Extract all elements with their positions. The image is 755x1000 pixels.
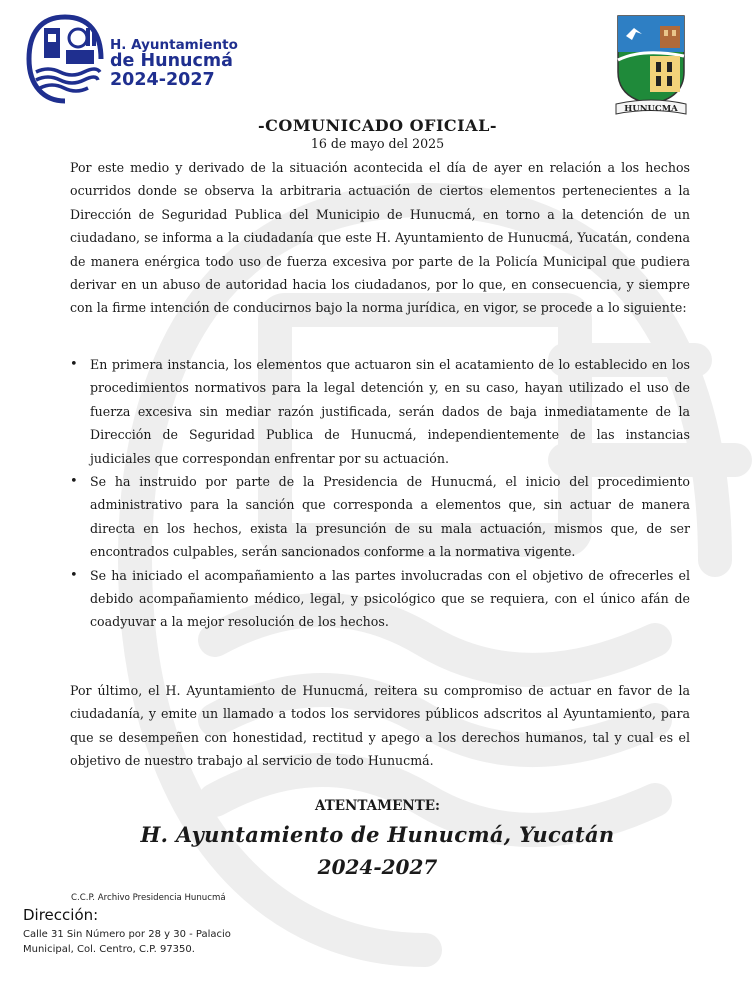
crest-label: HUNUCMA (624, 104, 678, 114)
list-item (70, 470, 690, 564)
list-item-text: Se ha instruido por parte de la Presidencia de Hunucmá, el inicio del procedimiento administrativo para la sanción que corresponda a elementos que, sin actuar de manera directa en los hechos, exista la presunción de su mala actuación, mismos que, de ser encontrados culpables, serán sancionados conforme a la normativa vigente. (90, 474, 690, 560)
list-item (70, 353, 690, 470)
address-heading: Dirección: (23, 906, 99, 924)
logo-line-1: H. Ayuntamiento (110, 37, 238, 53)
bullet-icon: • (70, 567, 78, 583)
ayuntamiento-logo-text (110, 38, 238, 89)
list-item (70, 564, 690, 634)
signature-line-2: 2024-2027 (317, 855, 438, 879)
document-title: -COMUNICADO OFICIAL- (258, 116, 497, 135)
bullet-icon: • (70, 474, 78, 490)
sign-off: ATENTAMENTE: (314, 798, 441, 814)
hunucma-crest (612, 12, 690, 116)
address (23, 927, 231, 957)
ccp-note: C.C.P. Archivo Presidencia Hunucmá (71, 893, 226, 903)
list-item-text: Se ha iniciado el acompañamiento a las partes involucradas con el objetivo de ofrecerles el debido acompañamiento médico, legal, y psicológico que se requiera, con el único afán de coadyuvar a la mejor resolución de los hechos. (90, 567, 690, 630)
measures-list (70, 353, 690, 634)
address-line-2: Municipal, Col. Centro, C.P. 97350. (23, 944, 195, 955)
document-date: 16 de mayo del 2025 (310, 136, 445, 151)
intro-paragraph: Por este medio y derivado de la situación acontecida el día de ayer en relación a los hechos ocurridos donde se observa la arbitraria actuación de ciertos elementos pertenecientes a la Dirección de Seguridad Publica del Municipio de Hunucmá, en torno a la detención de un ciudadano, se informa a la ciudadanía que este H. Ayuntamiento de Hunucmá, Yucatán, condena de manera enérgica todo uso de fuerza excesiva por parte de la Policía Municipal que pudiera derivar en un abuso de autoridad hacia los ciudadanos, por lo que, en consecuencia, y siempre con la firme intención de conducirnos bajo la norma jurídica, en vigor, se procede a lo siguiente: (70, 160, 690, 316)
logo-line-3: 2024-2027 (110, 69, 215, 90)
closing-paragraph: Por último, el H. Ayuntamiento de Hunucmá, reitera su compromiso de actuar en favor de la ciudadanía, y emite un llamado a todos los servidores públicos adscritos al Ayuntamiento, para que se desempeñen con honestidad, rectitud y apego a los derechos humanos, tal y cual es el objetivo de nuestro trabajo al servicio de todo Hunucmá. (70, 683, 690, 769)
ayuntamiento-logo (26, 14, 104, 104)
list-item-text: En primera instancia, los elementos que actuaron sin el acatamiento de lo establecido en los procedimientos normativos para la legal detención y, en su caso, hayan utilizado el uso de fuerza excesiva sin mediar razón justificada, serán dados de baja inmediatamente de la Dirección de Seguridad Publica de Hunucmá, independientemente de las instancias judiciales que correspondan enfrentar por su actuación. (90, 357, 690, 466)
signature-line-1: H. Ayuntamiento de Hunucmá, Yucatán (140, 822, 615, 847)
bullet-icon: • (70, 357, 78, 372)
logo-line-2: de Hunucmá (110, 51, 233, 72)
address-line-1: Calle 31 Sin Número por 28 y 30 - Palacio (23, 929, 231, 940)
